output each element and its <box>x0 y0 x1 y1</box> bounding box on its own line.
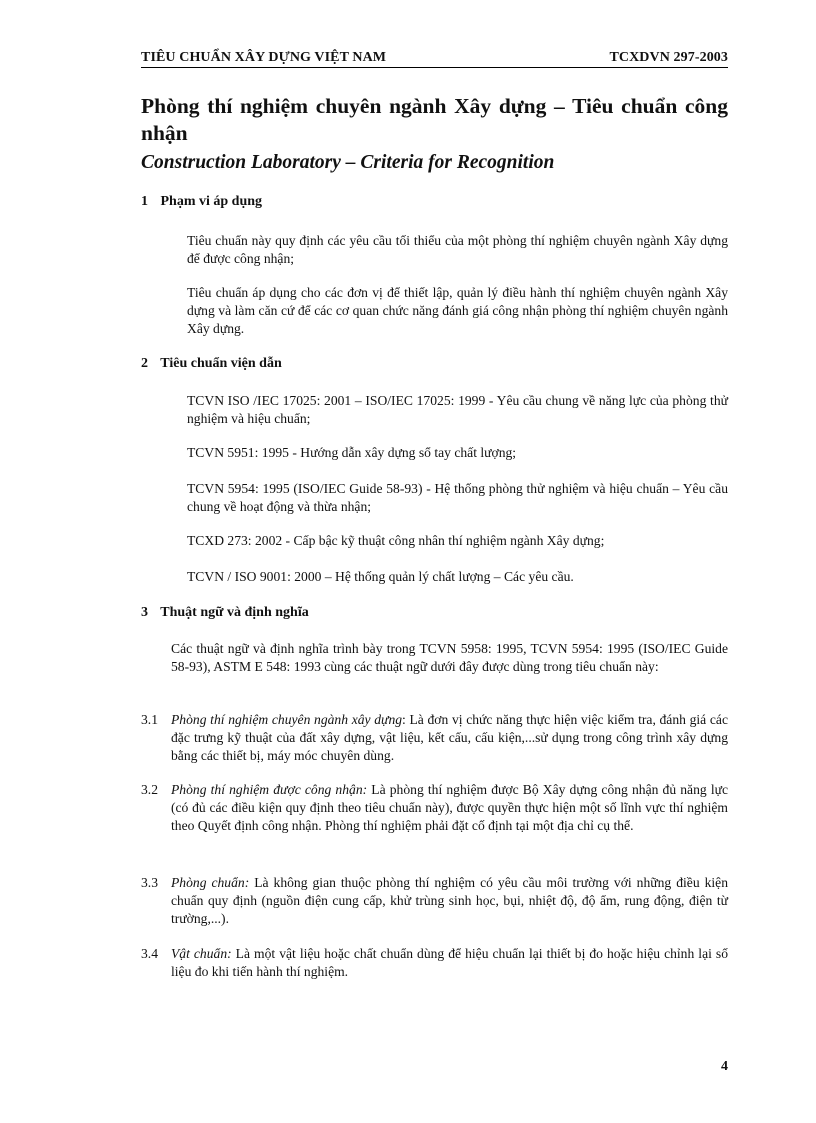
definition-text: : Là đơn vị chức năng thực hiện việc kiểm tra, đánh giá các đặc trưng kỹ thuật của đất xây dựng, vật liệu, kết cấu, cấu kiện,...sử dụng trong công trình xây dựng bằng các thiết bị, máy móc chuyên dùng. <box>171 712 728 763</box>
definition-body <box>171 874 728 928</box>
section-heading-references <box>141 355 282 373</box>
document-subtitle: Construction Laboratory – Criteria for Recognition <box>141 152 555 173</box>
header-standard-name: TIÊU CHUẨN XÂY DỰNG VIỆT NAM <box>141 50 387 65</box>
definition-number: 3.3 <box>141 875 158 890</box>
reference-item: TCVN / ISO 9001: 2000 – Hệ thống quản lý chất lượng – Các yêu cầu. <box>187 569 574 584</box>
header-standard-code: TCXDVN 297-2003 <box>609 50 728 65</box>
definition-term: Phòng thí nghiệm chuyên ngành xây dựng <box>171 712 403 727</box>
scope-paragraph-1: Tiêu chuẩn này quy định các yêu cầu tối thiểu của một phòng thí nghiệm chuyên ngành Xây dựng để được công nhận; <box>187 233 728 266</box>
section-heading-terms <box>141 604 309 622</box>
definition-text: Là phòng thí nghiệm được Bộ Xây dựng công nhận đủ năng lực (có đủ các điều kiện quy định theo tiêu chuẩn này), được quyền thực hiện một số lĩnh vực thí nghiệm theo Quyết định công nhận. Phòng thí nghiệm phải đặt cố định tại một địa chỉ cụ thể. <box>171 782 728 833</box>
definition-body <box>171 945 728 981</box>
definition-term: Vật chuẩn: <box>171 946 232 961</box>
definition-item <box>141 874 728 928</box>
section-number: 2 <box>141 356 148 371</box>
definition-term: Phòng thí nghiệm được công nhận: <box>171 782 368 797</box>
definition-item <box>141 945 728 981</box>
document-title: Phòng thí nghiệm chuyên ngành Xây dựng – Tiêu chuẩn công nhận <box>141 94 728 145</box>
definition-body <box>171 711 728 765</box>
scope-paragraph-2: Tiêu chuẩn áp dụng cho các đơn vị để thiết lập, quản lý điều hành thí nghiệm chuyên ngành Xây dựng và làm căn cứ để các cơ quan chức năng đánh giá công nhận phòng thí nghiệm chuyên ngành Xây dựng. <box>187 285 728 336</box>
definition-number: 3.4 <box>141 946 158 961</box>
reference-item: TCVN 5954: 1995 (ISO/IEC Guide 58-93) - Hệ thống phòng thử nghiệm và hiệu chuẩn – Yêu cầu chung về hoạt động và thừa nhận; <box>187 481 728 514</box>
definition-text: Là một vật liệu hoặc chất chuẩn dùng để hiệu chuẩn lại thiết bị đo hoặc hiệu chỉnh lại số liệu đo khi tiến hành thí nghiệm. <box>171 946 728 979</box>
section-title: Phạm vi áp dụng <box>160 194 263 209</box>
section-heading-scope <box>141 193 262 211</box>
reference-item: TCVN ISO /IEC 17025: 2001 – ISO/IEC 17025: 1999 - Yêu cầu chung về năng lực của phòng thử nghiệm và hiệu chuẩn; <box>187 393 728 426</box>
page-number: 4 <box>721 1059 728 1074</box>
terms-intro: Các thuật ngữ và định nghĩa trình bày trong TCVN 5958: 1995, TCVN 5954: 1995 (ISO/IEC Guide 58-93), ASTM E 548: 1993 cùng các thuật ngữ dưới đây được dùng trong tiêu chuẩn này: <box>171 641 728 674</box>
section-number: 1 <box>141 194 148 209</box>
reference-item: TCVN 5951: 1995 - Hướng dẫn xây dựng sổ tay chất lượng; <box>187 445 517 460</box>
definition-item <box>141 781 728 835</box>
definition-number: 3.2 <box>141 782 158 797</box>
section-title: Tiêu chuẩn viện dẫn <box>160 356 282 371</box>
definition-number: 3.1 <box>141 712 158 727</box>
definition-term: Phòng chuẩn: <box>171 875 250 890</box>
definition-text: Là không gian thuộc phòng thí nghiệm có yêu cầu môi trường với những điều kiện chuẩn quy định (nguồn điện cung cấp, khử trùng sinh học, bụi, nhiệt độ, độ ẩm, rung động, điện từ trường,...). <box>171 875 729 926</box>
definition-body <box>171 781 728 835</box>
definition-item <box>141 711 728 765</box>
reference-item: TCXD 273: 2002 - Cấp bậc kỹ thuật công nhân thí nghiệm ngành Xây dựng; <box>187 533 605 548</box>
page-header <box>141 50 728 68</box>
section-title: Thuật ngữ và định nghĩa <box>160 605 309 620</box>
section-number: 3 <box>141 605 148 620</box>
